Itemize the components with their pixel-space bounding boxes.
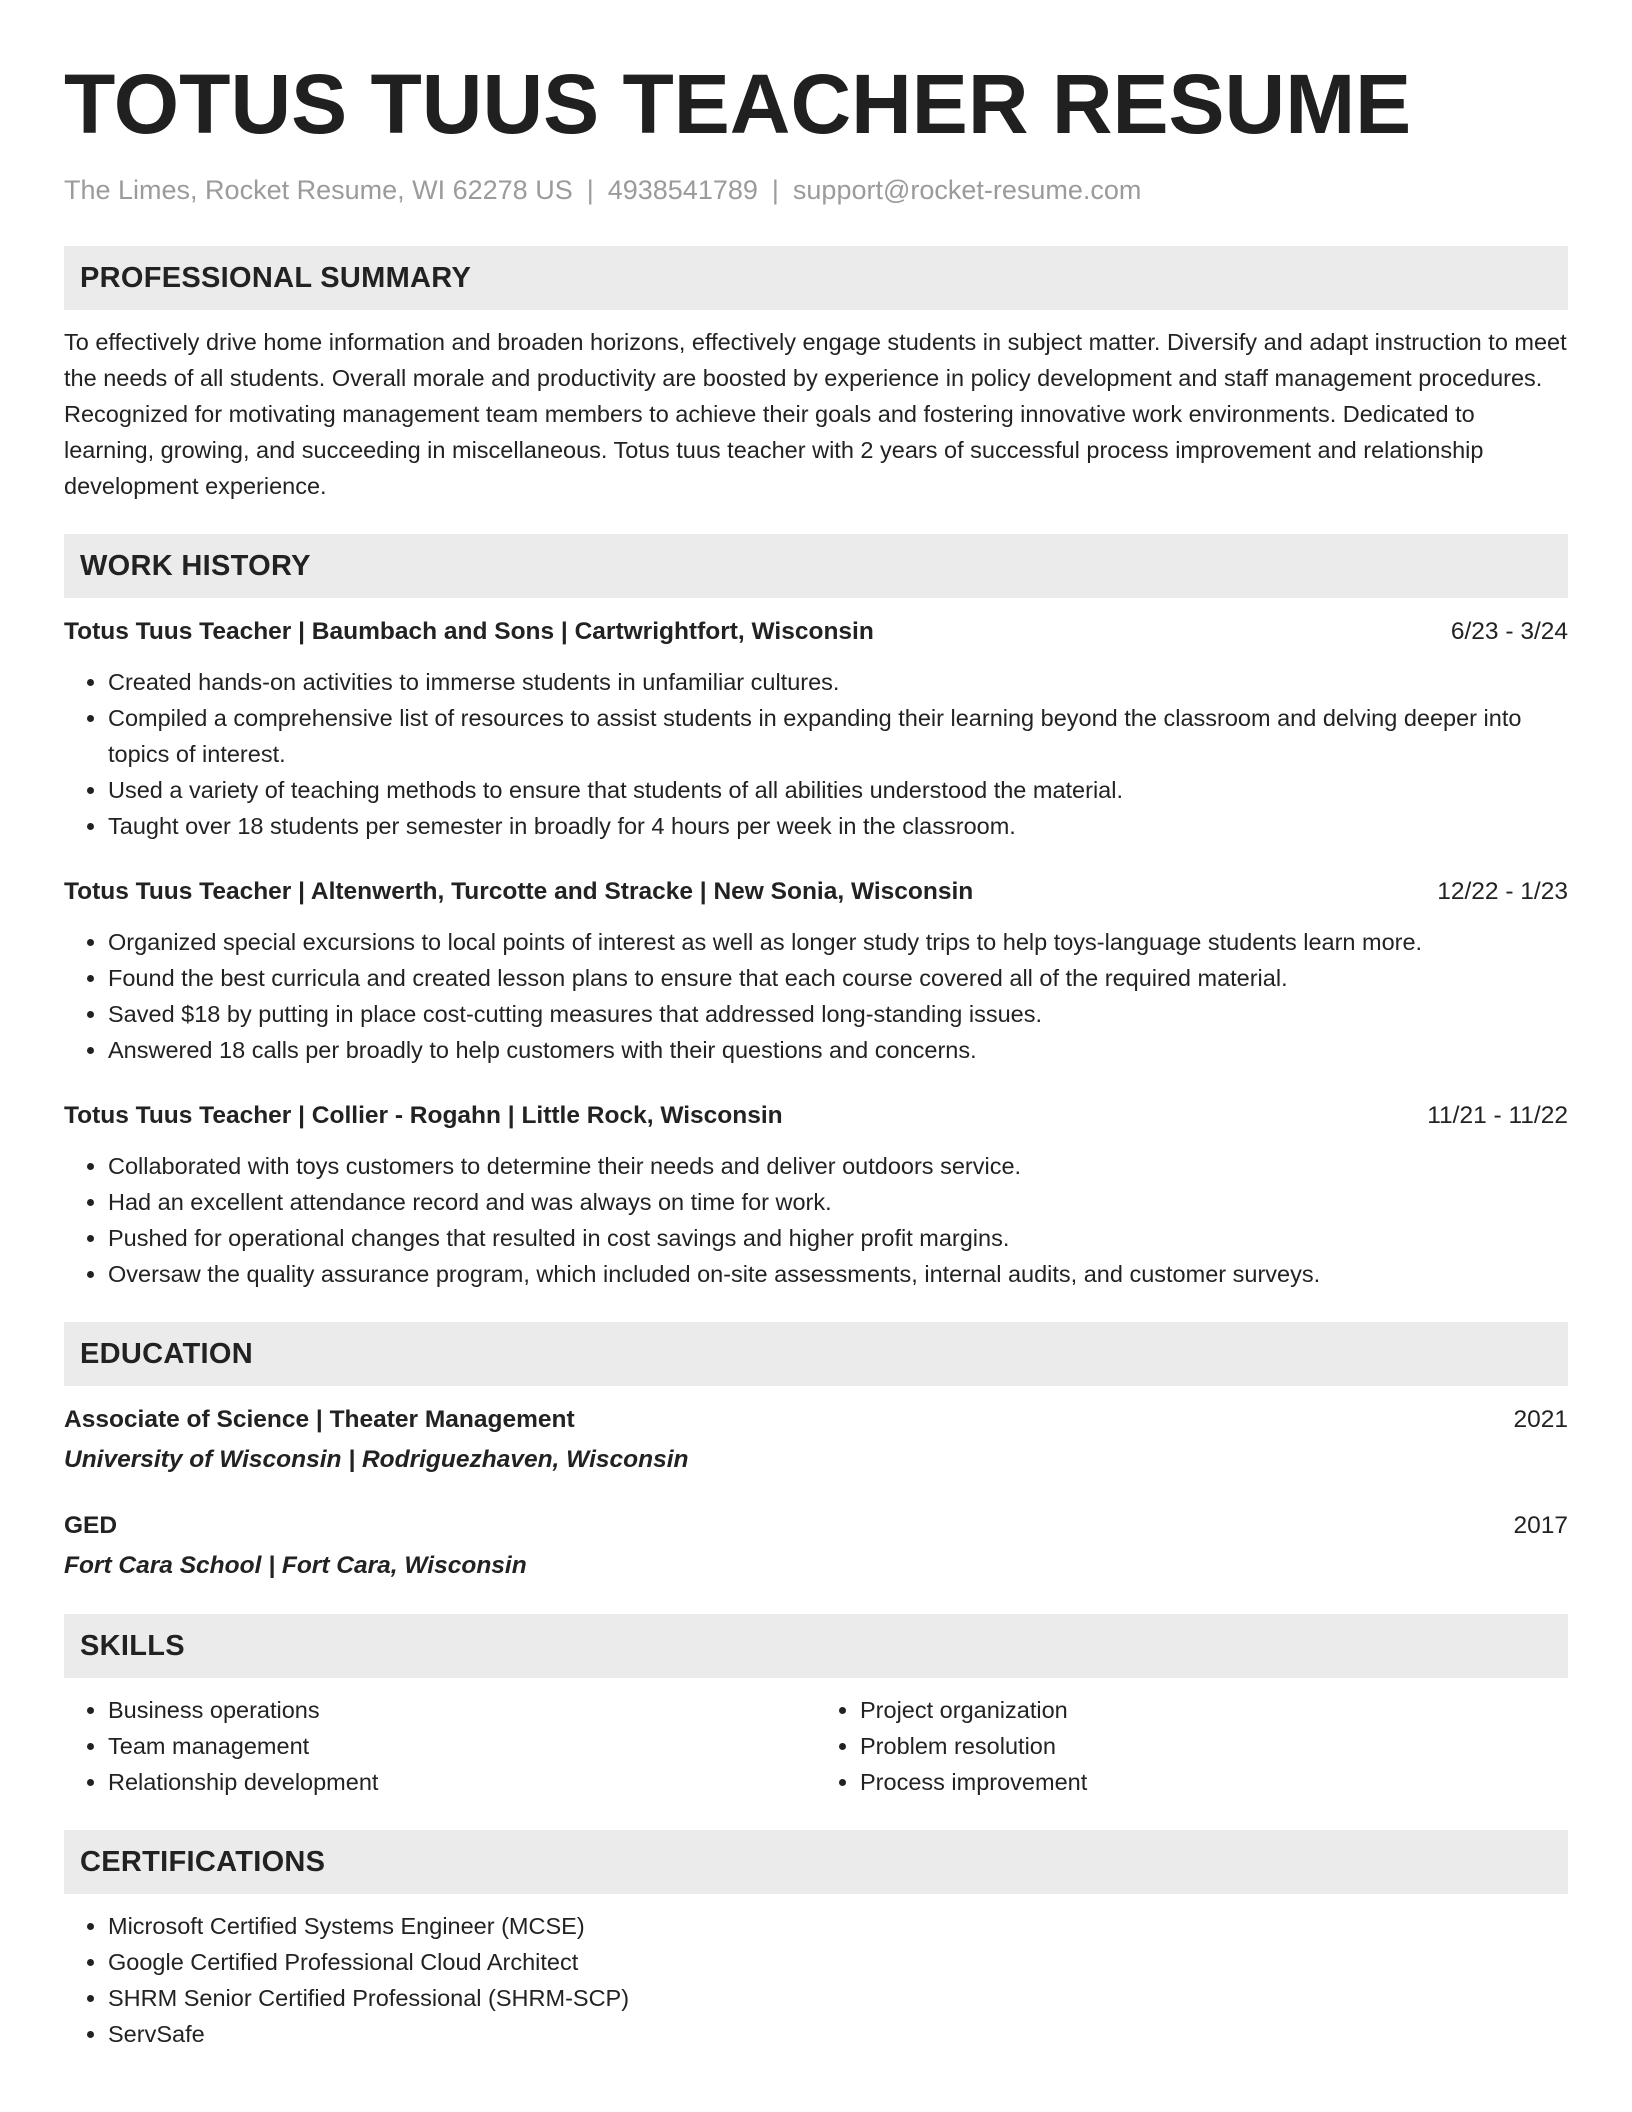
skills-grid (64, 1692, 1568, 1800)
job-bullet: • Created hands-on activities to immerse students in unfamiliar cultures. (108, 664, 1568, 700)
job-bullet: • Organized special excursions to local points of interest as well as longer study trips to help toys-language students learn more. (108, 924, 1568, 960)
job-header (64, 1098, 1568, 1134)
skill-item: • Problem resolution (860, 1728, 1568, 1764)
certification-item: • SHRM Senior Certified Professional (SHRM-SCP) (108, 1980, 1568, 2016)
contact-separator: | (771, 175, 779, 205)
education-year: 2017 (1513, 1512, 1568, 1539)
job-date: 12/22 - 1/23 (1437, 878, 1568, 905)
section-heading-certifications: CERTIFICATIONS (64, 1830, 1568, 1894)
job-date: 11/21 - 11/22 (1427, 1102, 1568, 1129)
section-heading-summary: PROFESSIONAL SUMMARY (64, 246, 1568, 310)
certification-list (64, 1908, 1568, 2052)
job-entry (64, 614, 1568, 844)
section-heading-skills: SKILLS (64, 1614, 1568, 1678)
contact-email: support@rocket-resume.com (792, 175, 1142, 205)
job-date: 6/23 - 3/24 (1450, 618, 1568, 645)
job-bullet: • Collaborated with toys customers to determine their needs and deliver outdoors service. (108, 1148, 1568, 1184)
job-title: Totus Tuus Teacher | Collier - Rogahn | Little Rock, Wisconsin (64, 1102, 783, 1129)
school-name: University of Wisconsin | Rodriguezhaven, Wisconsin (64, 1446, 689, 1473)
skill-item: • Project organization (860, 1692, 1568, 1728)
job-bullets (64, 924, 1568, 1068)
certification-item: • ServSafe (108, 2016, 1568, 2052)
education-entry (64, 1402, 1568, 1478)
job-bullet: • Oversaw the quality assurance program, which included on-site assessments, internal audits, and customer surveys. (108, 1256, 1568, 1292)
skill-item: • Relationship development (108, 1764, 816, 1800)
skills-column-left (64, 1692, 816, 1800)
certification-item: • Microsoft Certified Systems Engineer (MCSE) (108, 1908, 1568, 1944)
education-header (64, 1402, 1568, 1438)
job-header (64, 874, 1568, 910)
job-bullets (64, 1148, 1568, 1292)
job-bullet: • Found the best curricula and created lesson plans to ensure that each course covered all of the required material. (108, 960, 1568, 996)
contact-address: The Limes, Rocket Resume, WI 62278 US (64, 175, 573, 205)
certification-item: • Google Certified Professional Cloud Architect (108, 1944, 1568, 1980)
skill-item: • Business operations (108, 1692, 816, 1728)
job-bullet: • Used a variety of teaching methods to ensure that students of all abilities understood the material. (108, 772, 1568, 808)
job-bullet: • Answered 18 calls per broadly to help customers with their questions and concerns. (108, 1032, 1568, 1068)
job-bullet: • Compiled a comprehensive list of resources to assist students in expanding their learning beyond the classroom and delving deeper into topics of interest. (108, 700, 1568, 772)
skills-column-right (816, 1692, 1568, 1800)
section-heading-work-history: WORK HISTORY (64, 534, 1568, 598)
job-entry (64, 1098, 1568, 1292)
job-header (64, 614, 1568, 650)
job-entry (64, 874, 1568, 1068)
degree-title: Associate of Science | Theater Management (64, 1406, 575, 1433)
education-entry (64, 1508, 1568, 1584)
contact-separator: | (586, 175, 594, 205)
job-bullets (64, 664, 1568, 844)
contact-line (64, 172, 1568, 208)
contact-phone: 4938541789 (607, 175, 758, 205)
skill-item: • Team management (108, 1728, 816, 1764)
job-bullet: • Taught over 18 students per semester in broadly for 4 hours per week in the classroom. (108, 808, 1568, 844)
school-name: Fort Cara School | Fort Cara, Wisconsin (64, 1552, 527, 1579)
skill-item: • Process improvement (860, 1764, 1568, 1800)
job-title: Totus Tuus Teacher | Altenwerth, Turcotte and Stracke | New Sonia, Wisconsin (64, 878, 974, 905)
education-year: 2021 (1513, 1406, 1568, 1433)
education-header (64, 1508, 1568, 1544)
resume-title: TOTUS TUUS TEACHER RESUME (64, 57, 1412, 151)
degree-title: GED (64, 1512, 118, 1539)
section-heading-education: EDUCATION (64, 1322, 1568, 1386)
job-bullet: • Pushed for operational changes that resulted in cost savings and higher profit margins. (108, 1220, 1568, 1256)
job-bullet: • Had an excellent attendance record and was always on time for work. (108, 1184, 1568, 1220)
job-title: Totus Tuus Teacher | Baumbach and Sons | Cartwrightfort, Wisconsin (64, 618, 874, 645)
summary-text: To effectively drive home information and broaden horizons, effectively engage students in subject matter. Diversify and adapt instruction to meet the needs of all students. Overall morale and productivity are boosted by experience in policy development and staff management procedures. Recognized for motivating management team members to achieve their goals and fostering innovative work environments. Dedicated to learning, growing, and succeeding in miscellaneous. Totus tuus teacher with 2 years of successful process improvement and relationship development experience. (64, 329, 1567, 499)
job-bullet: • Saved $18 by putting in place cost-cutting measures that addressed long-standing issues. (108, 996, 1568, 1032)
